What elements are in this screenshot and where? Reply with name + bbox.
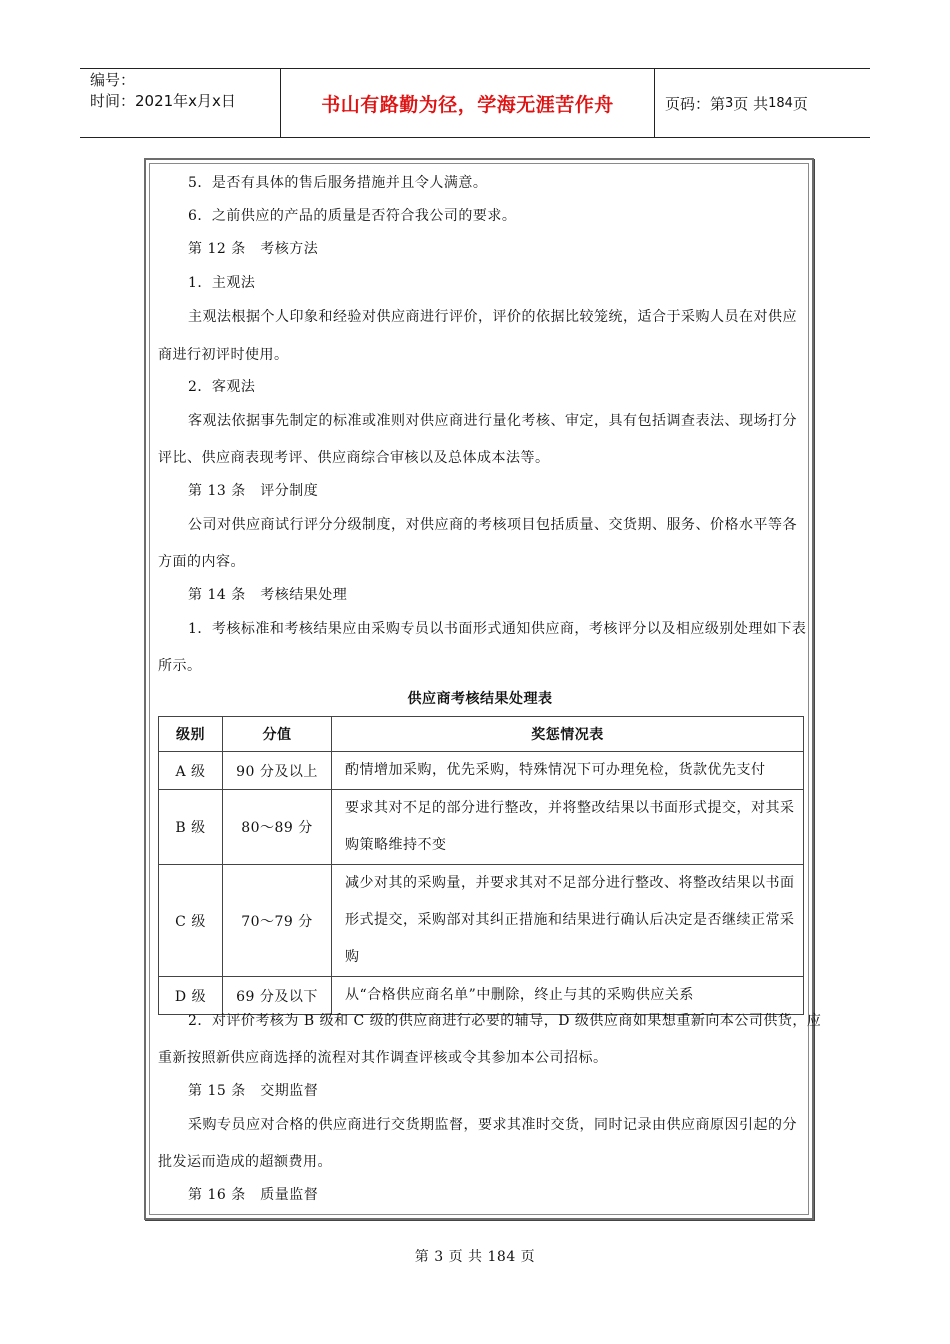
row-c-action-line3: 购 bbox=[345, 949, 360, 965]
article-14-para1-line2: 所示。 bbox=[158, 658, 202, 674]
article-13-text-line2: 方面的内容。 bbox=[158, 554, 245, 570]
row-c-score: 70～79 分 bbox=[223, 865, 332, 977]
assessment-result-table bbox=[158, 716, 804, 1015]
page-current: 3 bbox=[725, 95, 734, 111]
row-d-level: D 级 bbox=[159, 977, 223, 1015]
table-row bbox=[159, 752, 804, 790]
method-1-text-line2: 商进行初评时使用。 bbox=[158, 347, 289, 363]
content-frame bbox=[144, 158, 822, 1220]
row-d-action-line1: 从“合格供应商名单”中删除，终止与其的采购供应关系 bbox=[345, 987, 694, 1003]
page-total: 184 bbox=[768, 95, 793, 111]
row-c-action-line1: 减少对其的采购量，并要求其对不足部分进行整改、将整改结果以书面 bbox=[345, 875, 795, 891]
row-b-action-line2: 购策略维持不变 bbox=[345, 837, 447, 853]
row-a-score: 90 分及以上 bbox=[223, 752, 332, 790]
row-a-level: A 级 bbox=[159, 752, 223, 790]
method-2-text-line1: 客观法依据事先制定的标准或准则对供应商进行量化考核、审定，具有包括调查表法、现场打分 bbox=[188, 413, 797, 429]
row-b-action bbox=[332, 790, 804, 865]
table-row bbox=[159, 865, 804, 977]
header-score: 分值 bbox=[223, 717, 332, 752]
article-14-para2-line1: 2．对评价考核为 B 级和 C 级的供应商进行必要的辅导，D 级供应商如果想重新向本公司供货，应 bbox=[188, 1013, 822, 1029]
doc-time-label: 时间：2021年x月x日 bbox=[90, 92, 236, 110]
article-16-heading: 第 16 条 质量监督 bbox=[188, 1187, 319, 1203]
row-c-action bbox=[332, 865, 804, 977]
article-15-text-line1: 采购专员应对合格的供应商进行交货期监督，要求其准时交货，同时记录由供应商原因引起的分 bbox=[188, 1117, 797, 1133]
page-prefix: 页码：第 bbox=[665, 94, 726, 113]
method-1-text-line1: 主观法根据个人印象和经验对供应商进行评价，评价的依据比较笼统，适合于采购人员在对供应 bbox=[188, 309, 797, 325]
article-14-heading: 第 14 条 考核结果处理 bbox=[188, 587, 348, 603]
row-a-action-line1: 酌情增加采购，优先采购，特殊情况下可办理免检，货款优先支付 bbox=[345, 762, 766, 778]
article-14-para1-line1: 1．考核标准和考核结果应由采购专员以书面形式通知供应商，考核评分以及相应级别处理如下表 bbox=[188, 621, 807, 637]
page-footer: 第 3 页 共 184 页 bbox=[414, 1249, 536, 1265]
doc-number-label: 编号： bbox=[90, 71, 136, 89]
table-row bbox=[159, 977, 804, 1015]
row-c-level: C 级 bbox=[159, 865, 223, 977]
row-b-level: B 级 bbox=[159, 790, 223, 865]
header-reward-penalty: 奖惩情况表 bbox=[332, 717, 804, 752]
article-15-text-line2: 批发运而造成的超额费用。 bbox=[158, 1154, 332, 1170]
row-b-action-line1: 要求其对不足的部分进行整改，并将整改结果以书面形式提交，对其采 bbox=[345, 800, 795, 816]
item-6: 6．之前供应的产品的质量是否符合我公司的要求。 bbox=[188, 208, 517, 224]
header-page-info bbox=[655, 69, 870, 137]
page-header bbox=[80, 68, 870, 138]
item-5: 5．是否有具体的售后服务措施并且令人满意。 bbox=[188, 175, 488, 191]
article-14-para2-line2: 重新按照新供应商选择的流程对其作调查评核或令其参加本公司招标。 bbox=[158, 1050, 608, 1066]
header-level: 级别 bbox=[159, 717, 223, 752]
header-motto: 书山有路勤为径，学海无涯苦作舟 bbox=[281, 69, 655, 137]
row-a-action bbox=[332, 752, 804, 790]
page-suffix: 页 bbox=[792, 94, 808, 113]
header-meta bbox=[80, 69, 281, 137]
article-13-heading: 第 13 条 评分制度 bbox=[188, 483, 319, 499]
article-12-heading: 第 12 条 考核方法 bbox=[188, 241, 319, 257]
method-2-text-line2: 评比、供应商表现考评、供应商综合审核以及总体成本法等。 bbox=[158, 450, 550, 466]
table-title: 供应商考核结果处理表 bbox=[407, 691, 553, 707]
method-2-title: 2．客观法 bbox=[188, 379, 256, 395]
row-d-score: 69 分及以下 bbox=[223, 977, 332, 1015]
table-row bbox=[159, 790, 804, 865]
row-d-action bbox=[332, 977, 804, 1015]
method-1-title: 1．主观法 bbox=[188, 275, 256, 291]
article-13-text-line1: 公司对供应商试行评分分级制度，对供应商的考核项目包括质量、交货期、服务、价格水平等各 bbox=[188, 517, 797, 533]
article-15-heading: 第 15 条 交期监督 bbox=[188, 1083, 319, 1099]
row-b-score: 80～89 分 bbox=[223, 790, 332, 865]
table-header-row bbox=[159, 717, 804, 752]
page-mid: 页 共 bbox=[733, 94, 769, 113]
row-c-action-line2: 形式提交，采购部对其纠正措施和结果进行确认后决定是否继续正常采 bbox=[345, 912, 795, 928]
